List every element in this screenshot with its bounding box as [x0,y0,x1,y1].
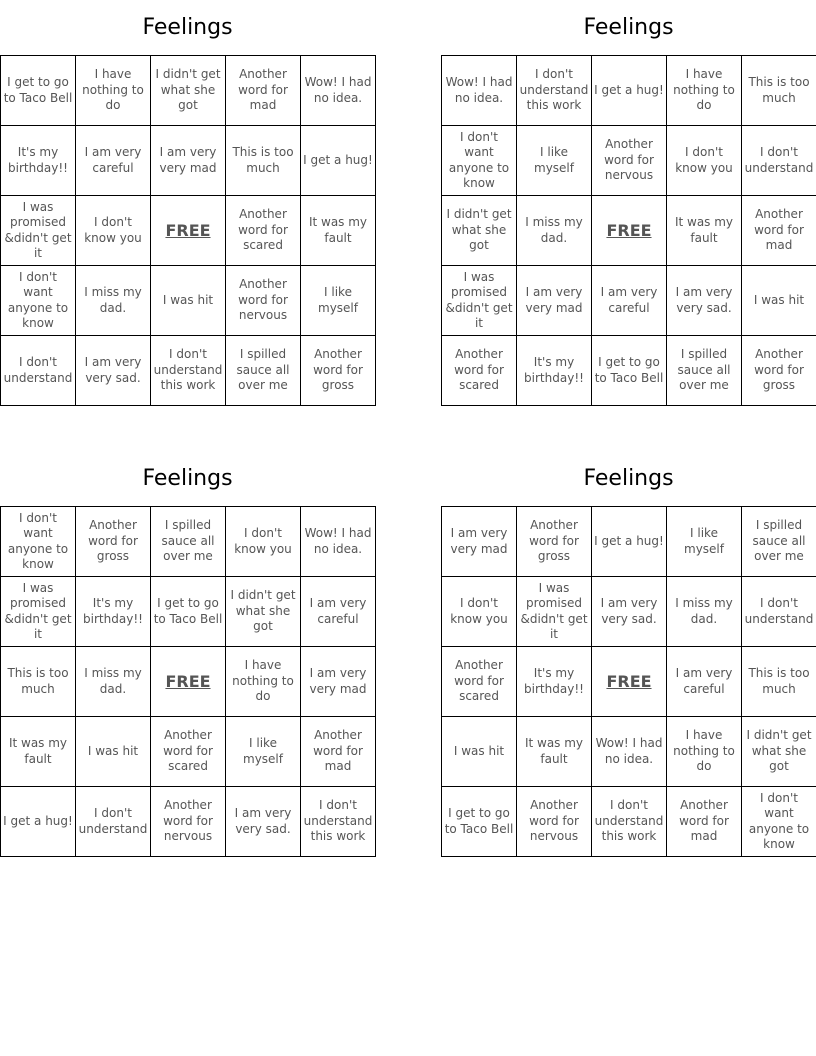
bingo-cell: I get a hug! [301,126,376,196]
bingo-row [1,717,376,787]
bingo-cell: Another word for nervous [226,266,301,336]
bingo-cell: I like myself [667,507,742,577]
bingo-row [442,336,816,406]
bingo-cell: I get a hug! [1,787,76,857]
bingo-cell: I miss my dad. [76,266,151,336]
bingo-cell: I don't understand this work [592,787,667,857]
bingo-cell: I don't want anyone to know [442,126,517,196]
bingo-card-1 [0,0,375,406]
bingo-cell: I don't know you [76,196,151,266]
bingo-cell: It was my fault [517,717,592,787]
bingo-row [442,647,816,717]
bingo-cell: I get a hug! [592,507,667,577]
bingo-cell: I spilled sauce all over me [667,336,742,406]
bingo-cell: I was hit [151,266,226,336]
bingo-cell: I don't want anyone to know [1,266,76,336]
bingo-row [1,787,376,857]
bingo-card-4 [441,451,816,857]
bingo-cell: I like myself [301,266,376,336]
bingo-cell: I miss my dad. [667,577,742,647]
bingo-cell: I have nothing to do [667,56,742,126]
bingo-cell: I don't understand [1,336,76,406]
bingo-cell: This is too much [1,647,76,717]
card-title: Feelings [583,466,674,491]
bingo-row [442,126,816,196]
free-space: FREE [592,196,667,266]
bingo-cell: Another word for gross [301,336,376,406]
bingo-cell: Wow! I had no idea. [301,56,376,126]
bingo-cell: Another word for scared [442,647,517,717]
bingo-cell: It was my fault [301,196,376,266]
bingo-cell: I get a hug! [592,56,667,126]
bingo-row [1,196,376,266]
bingo-cell: I am very very mad [517,266,592,336]
bingo-row [1,56,376,126]
bingo-cell: Wow! I had no idea. [301,507,376,577]
bingo-cell: Wow! I had no idea. [592,717,667,787]
bingo-cell: I didn't get what she got [226,577,301,647]
bingo-cell: I spilled sauce all over me [151,507,226,577]
bingo-row [442,507,816,577]
card-title: Feelings [142,15,233,40]
bingo-row [1,336,376,406]
bingo-cell: It was my fault [667,196,742,266]
bingo-cell: I didn't get what she got [742,717,816,787]
bingo-cell: I don't understand [742,577,816,647]
bingo-row [1,647,376,717]
bingo-cell: Another word for scared [442,336,517,406]
bingo-cell: I get to go to Taco Bell [1,56,76,126]
bingo-row [442,56,816,126]
bingo-cell: It's my birthday!! [1,126,76,196]
bingo-cell: This is too much [742,647,816,717]
bingo-cell: I am very careful [76,126,151,196]
bingo-cell: It was my fault [1,717,76,787]
bingo-cell: I didn't get what she got [151,56,226,126]
bingo-cell: This is too much [226,126,301,196]
bingo-cell: I get to go to Taco Bell [442,787,517,857]
bingo-cell: I don't know you [442,577,517,647]
free-space: FREE [592,647,667,717]
bingo-grid [441,55,816,406]
bingo-cell: Another word for mad [226,56,301,126]
bingo-cell: I get to go to Taco Bell [151,577,226,647]
bingo-cell: I miss my dad. [517,196,592,266]
bingo-cell: I like myself [517,126,592,196]
bingo-cell: I was promised &didn't get it [1,196,76,266]
bingo-cell: Another word for mad [301,717,376,787]
bingo-row [442,717,816,787]
bingo-cell: Another word for mad [742,196,816,266]
bingo-cell: Another word for scared [151,717,226,787]
bingo-cell: I don't understand [76,787,151,857]
bingo-cell: I spilled sauce all over me [226,336,301,406]
bingo-cell: Another word for nervous [592,126,667,196]
bingo-row [1,577,376,647]
bingo-cell: I don't understand [742,126,816,196]
bingo-cell: I am very very mad [151,126,226,196]
bingo-cell: Wow! I had no idea. [442,56,517,126]
bingo-cell: It's my birthday!! [517,336,592,406]
bingo-cell: I don't know you [226,507,301,577]
bingo-cell: I was hit [76,717,151,787]
bingo-cell: I don't understand this work [517,56,592,126]
bingo-cell: I am very careful [667,647,742,717]
bingo-row [1,507,376,577]
bingo-cell: I spilled sauce all over me [742,507,816,577]
bingo-cell: I didn't get what she got [442,196,517,266]
free-space: FREE [151,647,226,717]
bingo-cell: Another word for scared [226,196,301,266]
bingo-cell: I don't want anyone to know [1,507,76,577]
bingo-card-3 [0,451,375,857]
bingo-row [442,266,816,336]
bingo-cell: Another word for gross [76,507,151,577]
bingo-cell: I have nothing to do [226,647,301,717]
card-title: Feelings [142,466,233,491]
bingo-cell: I get to go to Taco Bell [592,336,667,406]
bingo-cell: Another word for gross [742,336,816,406]
bingo-cell: I am very careful [592,266,667,336]
bingo-cell: I am very very sad. [226,787,301,857]
bingo-cell: I am very very sad. [592,577,667,647]
bingo-cell: I am very very sad. [76,336,151,406]
free-space: FREE [151,196,226,266]
bingo-cell: I was promised &didn't get it [517,577,592,647]
bingo-row [442,787,816,857]
bingo-cell: I don't want anyone to know [742,787,816,857]
bingo-grid [0,506,376,857]
bingo-cell: This is too much [742,56,816,126]
bingo-cell: I miss my dad. [76,647,151,717]
bingo-row [1,126,376,196]
bingo-cell: I was promised &didn't get it [1,577,76,647]
bingo-cell: It's my birthday!! [76,577,151,647]
bingo-cell: I was hit [442,717,517,787]
bingo-cell: I am very very sad. [667,266,742,336]
bingo-grid [0,55,376,406]
bingo-row [442,577,816,647]
bingo-cell: I am very very mad [301,647,376,717]
bingo-cell: I was hit [742,266,816,336]
bingo-cell: I am very very mad [442,507,517,577]
bingo-cell: I am very careful [301,577,376,647]
bingo-cell: I have nothing to do [667,717,742,787]
bingo-cell: I like myself [226,717,301,787]
bingo-cell: I have nothing to do [76,56,151,126]
bingo-cell: Another word for nervous [517,787,592,857]
bingo-cell: I don't understand this work [301,787,376,857]
bingo-row [1,266,376,336]
bingo-cell: Another word for nervous [151,787,226,857]
bingo-cell: Another word for mad [667,787,742,857]
bingo-cell: Another word for gross [517,507,592,577]
bingo-cell: I don't know you [667,126,742,196]
bingo-card-2 [441,0,816,406]
bingo-grid [441,506,816,857]
bingo-row [442,196,816,266]
bingo-cell: It's my birthday!! [517,647,592,717]
bingo-cell: I was promised &didn't get it [442,266,517,336]
card-title: Feelings [583,15,674,40]
bingo-cell: I don't understand this work [151,336,226,406]
